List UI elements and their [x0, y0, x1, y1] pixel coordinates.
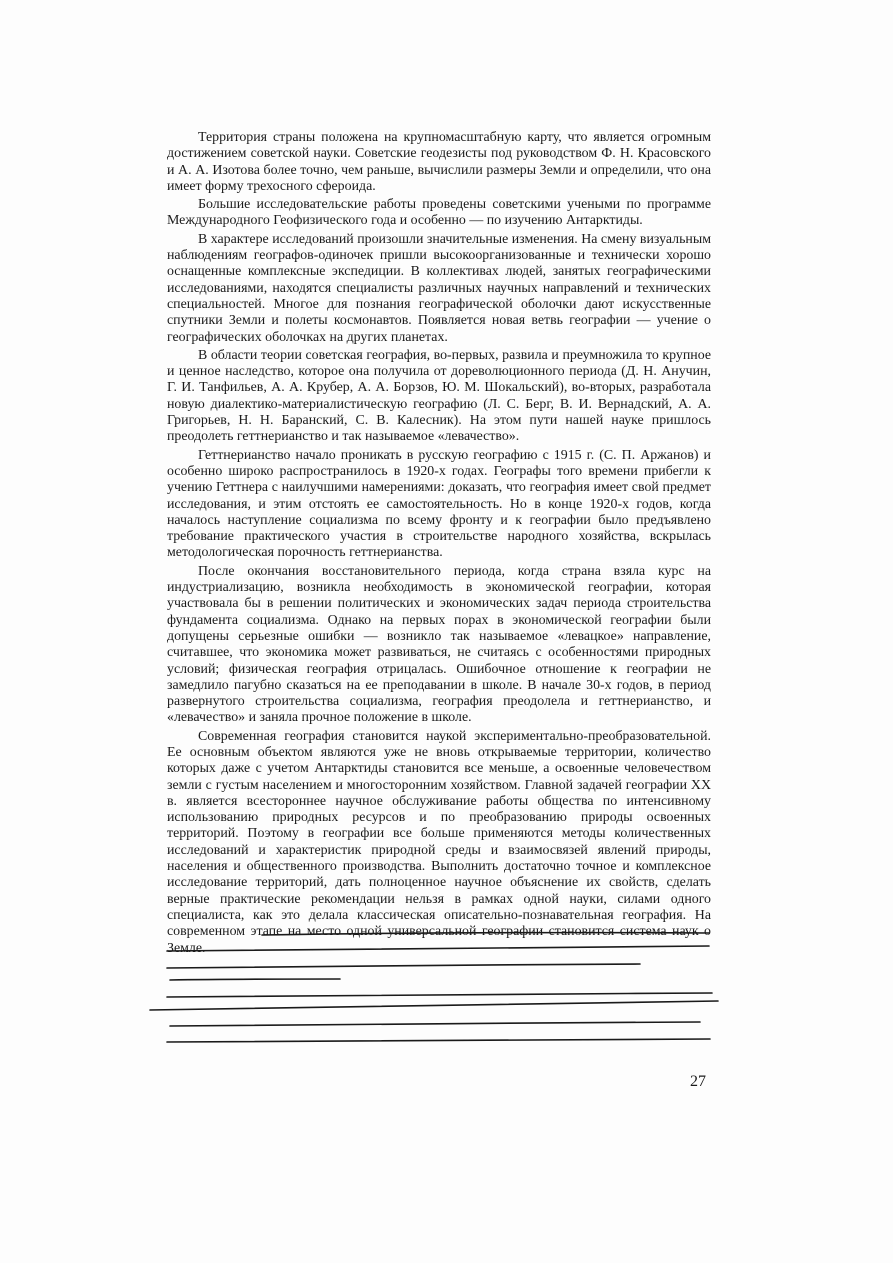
underline-mark [167, 993, 712, 997]
paragraph: Большие исследовательские работы проведены советскими учеными по программе Международного Геофизического года и особенно — по изучению Антарктиды. [167, 197, 711, 229]
underline-mark [167, 1039, 710, 1042]
page-number: 27 [690, 1073, 706, 1090]
paragraph: Современная география становится наукой экспериментально-преобразовательной. Ее основным объектом являются уже не вновь открываемые территории, количество которых даже с учетом Антарктиды становится все меньше, а освоенные человечеством земли с густым населением и многосторонним хозяйством. Главной задачей географии XX в. является всестороннее научное обслуживание работы общества по интенсивному использованию природных ресурсов и по преобразованию природы освоенных территорий. Поэтому в географии все больше применяются методы количественных исследований и характеристик природной среды и взаимосвязей явлений природы, населения и общественного производства. Выполнить достаточно точное и комплексное исследование территорий, дать полноценное научное объяснение их свойств, сделать верные практические рекомендации нельзя в рамках одной науки, силами одного специалиста, как это делала классическая описательно-познавательная география. На современном этапе на место одной универсальной географии становится система наук о Земле. [167, 728, 711, 956]
body-text [167, 130, 711, 957]
paragraph: После окончания восстановительного периода, когда страна взяла курс на индустриализацию, возникла необходимость в экономической географии, которая участвовала бы в решении политических и экономических задач периода строительства фундамента социализма. Однако на первых порах в экономической географии были допущены серьезные ошибки — возникло так называемое «левацкое» направление, считавшее, что экономика может развиваться, не считаясь с особенностями природных условий; физическая география отрицалась. Ошибочное отношение к географии не замедлило пагубно сказаться на ее преподавании в школе. В начале 30-х годов, в период развернутого строительства социализма, география преодолела и геттнерианство, и «левачество» и заняла прочное положение в школе. [167, 563, 711, 726]
underline-mark [150, 1001, 718, 1010]
underline-mark [170, 1022, 700, 1026]
underline-mark [167, 964, 640, 968]
paragraph: В характере исследований произошли значительные изменения. На смену визуальным наблюдениям географов-одиночек пришли высокоорганизованные и технически хорошо оснащенные комплексные экспедиции. В коллективах людей, занятых географическими исследованиями, находятся специалисты различных научных направлений и технических специальностей. Многое для познания географической оболочки дают искусственные спутники Земли и полеты космонавтов. Появляется новая ветвь географии — учение о географических оболочках на других планетах. [167, 231, 711, 345]
paragraph: В области теории советская география, во-первых, развила и преумножила то крупное и ценное наследство, которое она получила от дореволюционного периода (Д. Н. Анучин, Г. И. Танфильев, А. А. Крубер, А. А. Борзов, Ю. М. Шокальский), во-вторых, разработала новую диалектико-материалистическую географию (Л. С. Берг, В. И. Вернадский, А. А. Григорьев, Н. Н. Баранский, С. В. Калесник). На этом пути нашей науке пришлось преодолеть геттнерианство и так называемое «левачество». [167, 347, 711, 445]
paragraph: Территория страны положена на крупномасштабную карту, что является огромным достижением советской науки. Советские геодезисты под руководством Ф. Н. Красовского и А. А. Изотова более точно, чем раньше, вычислили размеры Земли и определили, что она имеет форму трехосного сфероида. [167, 130, 711, 194]
paragraph: Геттнерианство начало проникать в русскую географию с 1915 г. (С. П. Аржанов) и особенно широко распространилось в 1920-х годах. Географы того времени прибегли к учению Геттнера с наилучшими намерениями: доказать, что география имеет свой предмет исследования, и этим отстоять ее самостоятельность. Но в конце 1920-х годов, когда началось наступление социализма по всему фронту и к географии было предъявлено требование практического участия в строительстве народного хозяйства, вскрылась методологическая порочность геттнерианства. [167, 447, 711, 561]
underline-mark [170, 979, 340, 980]
